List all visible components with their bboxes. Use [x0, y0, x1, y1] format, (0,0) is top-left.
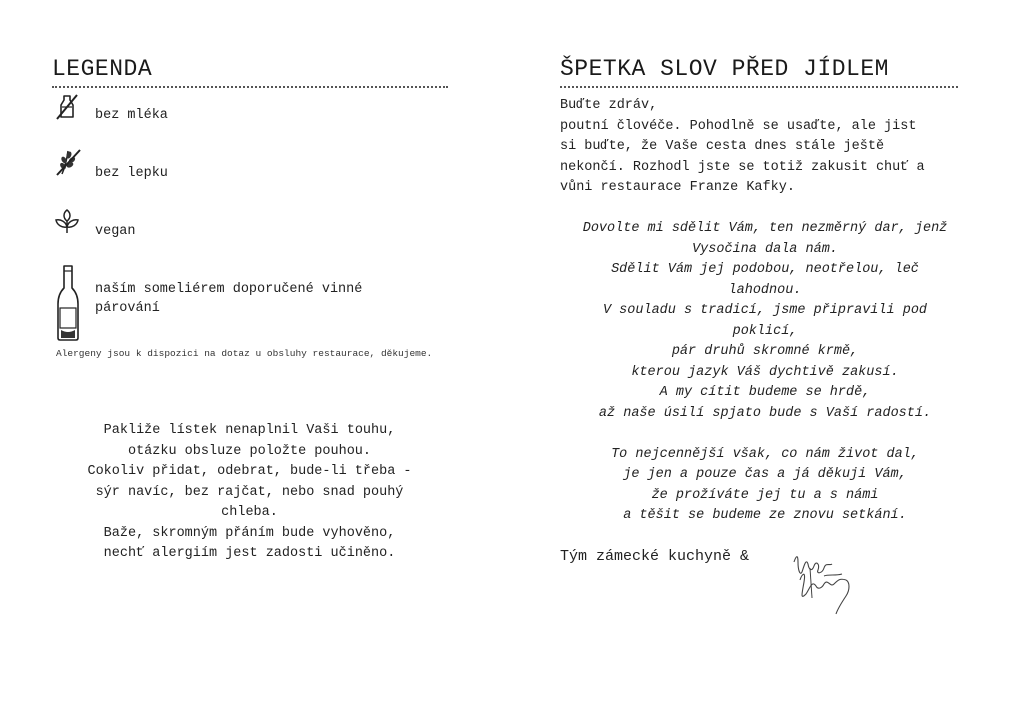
poem-line: Baže, skromným přáním bude vyhověno, — [103, 525, 396, 541]
poem-line: kterou jazyk Váš dychtivě zakusí. — [631, 364, 899, 380]
poem-line: že prožíváte jej tu a s námi — [651, 487, 879, 503]
legend-label: bez lepku — [95, 166, 168, 181]
intro-line: Buďte zdráv, — [560, 98, 658, 113]
no-gluten-icon — [54, 147, 82, 182]
wine-bottle-icon — [54, 264, 82, 347]
poem-line: nechť alergiím jest zadosti učiněno. — [103, 546, 396, 561]
poem-line: pár druhů skromné krmě, — [671, 344, 859, 359]
intro-line: vůni restaurace Franze Kafky. — [560, 180, 795, 195]
legend-label: párování — [95, 301, 160, 316]
intro-page — [560, 0, 970, 724]
poem-line: To nejcennější však, co nám život dal, — [611, 446, 919, 462]
legend-page — [52, 0, 452, 724]
intro-heading: ŠPETKA SLOV PŘED JÍDLEM — [560, 56, 889, 82]
poem-line: chleba. — [221, 505, 278, 520]
poem-line: V souladu s tradicí, jsme připravili pod — [602, 303, 928, 318]
right-poem — [560, 219, 970, 547]
poem-line: Cokoliv přidat, odebrat, bude-li třeba - — [87, 464, 412, 479]
poem-line: a těšit se budeme ze znovu setkání. — [623, 508, 907, 523]
signature-icon — [788, 548, 860, 625]
legend-label: naším someliérem doporučené vinné — [95, 282, 363, 297]
poem-line: Pakliže lístek nenaplnil Vaši touhu, — [103, 423, 396, 438]
legend-heading: LEGENDA — [52, 56, 153, 82]
poem-line: poklicí, — [732, 323, 798, 339]
poem-stanza — [560, 219, 970, 424]
intro-line: si buďte, že Vaše cesta dnes stále ještě — [560, 139, 885, 154]
legend-label: vegan — [95, 224, 136, 239]
poem-line: je jen a pouze čas a já děkuji Vám, — [623, 467, 907, 482]
poem-line: Vysočina dala nám. — [692, 241, 838, 257]
poem-line: Dovolte mi sdělit Vám, ten nezměrný dar, jenž — [582, 221, 948, 236]
closing-signoff: Tým zámecké kuchyně & — [560, 548, 750, 565]
legend-label: bez mléka — [95, 108, 168, 123]
heading-divider — [52, 86, 448, 88]
poem-stanza — [560, 445, 970, 527]
intro-line: nekončí. Rozhodl jste se totiž zakusit chuť a — [560, 159, 925, 175]
left-poem — [52, 421, 447, 565]
poem-line: sýr navíc, bez rajčat, nebo snad pouhý — [95, 484, 404, 500]
poem-line: otázku obsluze položte pouhou. — [127, 443, 372, 459]
poem-line: až naše úsilí spjato bude s Vaší radostí. — [598, 405, 932, 421]
poem-line: A my cítit budeme se hrdě, — [659, 385, 871, 400]
poem-line: lahodnou. — [728, 282, 802, 298]
intro-paragraph — [560, 96, 970, 199]
vegan-leaf-icon — [54, 209, 80, 240]
heading-divider — [560, 86, 958, 88]
intro-line: poutní človéče. Pohodlně se usaďte, ale jist — [560, 118, 917, 134]
poem-line: Sdělit Vám jej podobou, neotřelou, leč — [611, 262, 919, 277]
no-milk-icon — [54, 93, 80, 126]
allergen-note: Alergeny jsou k dispozici na dotaz u obsluhy restaurace, děkujeme. — [56, 348, 433, 359]
